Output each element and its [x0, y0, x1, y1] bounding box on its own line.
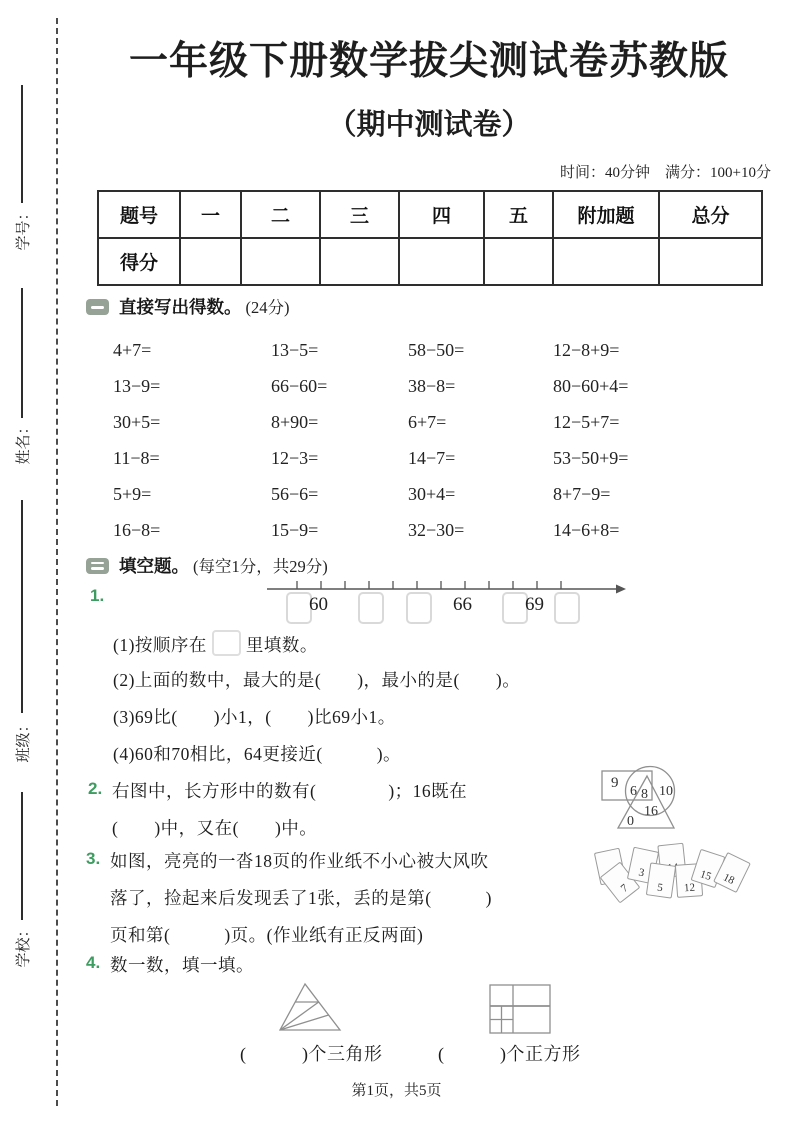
diagram-number-0: 0	[627, 814, 634, 829]
score-cell-empty	[399, 238, 484, 285]
question-1-sub-2: (2)上面的数中，最大的是( )，最小的是( )。	[113, 670, 521, 690]
problem: 66−60=	[271, 376, 328, 396]
header-part-1: 一	[180, 191, 241, 238]
question-4-number: 4.	[86, 953, 101, 972]
score-cell-empty	[241, 238, 320, 285]
margin-dashed-divider	[56, 18, 58, 1106]
problem: 53−50+9=	[553, 448, 629, 468]
name-writing-line	[21, 288, 23, 418]
page-card: 5	[646, 862, 676, 898]
score-cell-empty	[320, 238, 399, 285]
problem: 12−8+9=	[553, 340, 620, 360]
problem: 12−3=	[271, 448, 319, 468]
diagram-number-16: 16	[644, 804, 658, 819]
number-label-66: 66	[453, 594, 472, 615]
question-2-line-1: 右图中，长方形中的数有( )；16既在	[112, 781, 468, 801]
fill-in-box	[212, 630, 241, 656]
question-1-sub-4: (4)60和70相比，64更接近( )。	[113, 744, 402, 764]
problem: 8+90=	[271, 412, 319, 432]
header-total: 总分	[659, 191, 762, 238]
school-label: 学校：	[16, 922, 32, 968]
section-1-header	[86, 294, 290, 318]
triangle-count-caption: ( )个三角形	[240, 1044, 383, 1064]
problem: 30+5=	[113, 412, 161, 432]
score-row-label: 得分	[98, 238, 180, 285]
problem: 11−8=	[113, 448, 160, 468]
student-id-label: 学号：	[16, 205, 32, 251]
count-squares-figure	[489, 984, 551, 1034]
problem: 58−50=	[408, 340, 465, 360]
count-triangles-figure	[268, 980, 348, 1036]
outer-square	[490, 985, 550, 1033]
fill-in-box	[358, 592, 384, 624]
question-1-number: 1.	[90, 586, 105, 605]
number-line-labels	[262, 592, 627, 626]
question-3-line-2: 落了，捡起来后发现丢了1张，丢的是第( )	[110, 888, 492, 908]
number-label-60: 60	[309, 594, 328, 615]
sub-1-text-pre: (1)按顺序在	[113, 635, 207, 655]
question-4-text: 数一数，填一填。	[110, 955, 254, 975]
problem: 4+7=	[113, 340, 152, 360]
section-1-title: 直接写出得数。	[119, 297, 242, 317]
sub-1-text-post: 里填数。	[245, 635, 318, 655]
problem: 12−5+7=	[553, 412, 620, 432]
page-card: 12	[675, 863, 703, 898]
header-bonus: 附加题	[553, 191, 659, 238]
score-cell-empty	[553, 238, 659, 285]
name-label: 姓名：	[16, 419, 32, 465]
question-2-number: 2.	[88, 779, 103, 798]
badge-bar	[91, 567, 104, 570]
problem: 5+9=	[113, 484, 152, 504]
section-2-title: 填空题。	[119, 556, 189, 576]
header-part-3: 三	[320, 191, 399, 238]
page-card: 15	[691, 849, 726, 888]
question-3-line-1: 如图，亮亮的一沓18页的作业纸不小心被大风吹	[110, 851, 489, 871]
arithmetic-problem-grid	[113, 340, 693, 556]
time-score-info: 时间：40分钟 满分：100+10分	[560, 165, 771, 181]
section-2-score: (每空1分，共29分)	[193, 557, 328, 576]
question-2-line-2: ( )中，又在( )中。	[112, 818, 318, 838]
diagram-number-8: 8	[641, 787, 648, 802]
inner-line	[280, 1002, 319, 1030]
page-card: 3	[627, 847, 659, 885]
problem: 13−5=	[271, 340, 319, 360]
diagram-number-6: 6	[630, 784, 637, 799]
square-count-caption: ( )个正方形	[438, 1044, 581, 1064]
header-question-number: 题号	[98, 191, 180, 238]
page-footer: 第1页，共5页	[351, 1083, 442, 1099]
score-cell-empty	[659, 238, 762, 285]
question-3-line-3: 页和第( )页。(作业纸有正反两面)	[110, 925, 424, 945]
question-1-sub-3: (3)69比( )小1，( )比69小1。	[113, 707, 396, 727]
problem: 15−9=	[271, 520, 319, 540]
problem: 13−9=	[113, 376, 161, 396]
badge-bar	[91, 562, 104, 565]
problem: 8+7−9=	[553, 484, 611, 504]
score-cell-empty	[180, 238, 241, 285]
question-3-number: 3.	[86, 849, 101, 868]
header-part-5: 五	[484, 191, 553, 238]
header-part-4: 四	[399, 191, 484, 238]
number-label-69: 69	[525, 594, 544, 615]
page-card: 18	[713, 852, 751, 893]
page-card: 7	[600, 861, 641, 903]
class-writing-line	[21, 500, 23, 713]
shapes-venn-diagram	[588, 752, 718, 840]
problem: 38−8=	[408, 376, 456, 396]
problem: 56−6=	[271, 484, 319, 504]
scattered-pages-figure	[595, 842, 770, 906]
badge-bar	[91, 306, 104, 309]
header-part-2: 二	[241, 191, 320, 238]
diagram-number-9: 9	[611, 775, 619, 791]
page-subtitle: （期中测试卷）	[327, 109, 531, 141]
section-two-icon	[86, 558, 109, 574]
fill-in-box	[554, 592, 580, 624]
class-label: 班级：	[16, 717, 32, 763]
section-one-icon	[86, 299, 109, 315]
problem: 6+7=	[408, 412, 447, 432]
diagram-number-10: 10	[659, 784, 673, 799]
score-table-header-row	[98, 191, 762, 238]
school-writing-line	[21, 792, 23, 920]
problem: 30+4=	[408, 484, 456, 504]
problem: 14−7=	[408, 448, 456, 468]
score-table-score-row	[98, 238, 762, 285]
problem: 14−6+8=	[553, 520, 620, 540]
problem: 80−60+4=	[553, 376, 629, 396]
student-id-writing-line	[21, 85, 23, 203]
problem: 32−30=	[408, 520, 465, 540]
fill-in-box	[406, 592, 432, 624]
problem: 16−8=	[113, 520, 161, 540]
question-1-sub-1	[113, 630, 318, 657]
page-title: 一年级下册数学拔尖测试卷苏教版	[128, 40, 729, 83]
score-table	[97, 190, 763, 286]
score-cell-empty	[484, 238, 553, 285]
section-1-score: (24分)	[245, 298, 290, 317]
